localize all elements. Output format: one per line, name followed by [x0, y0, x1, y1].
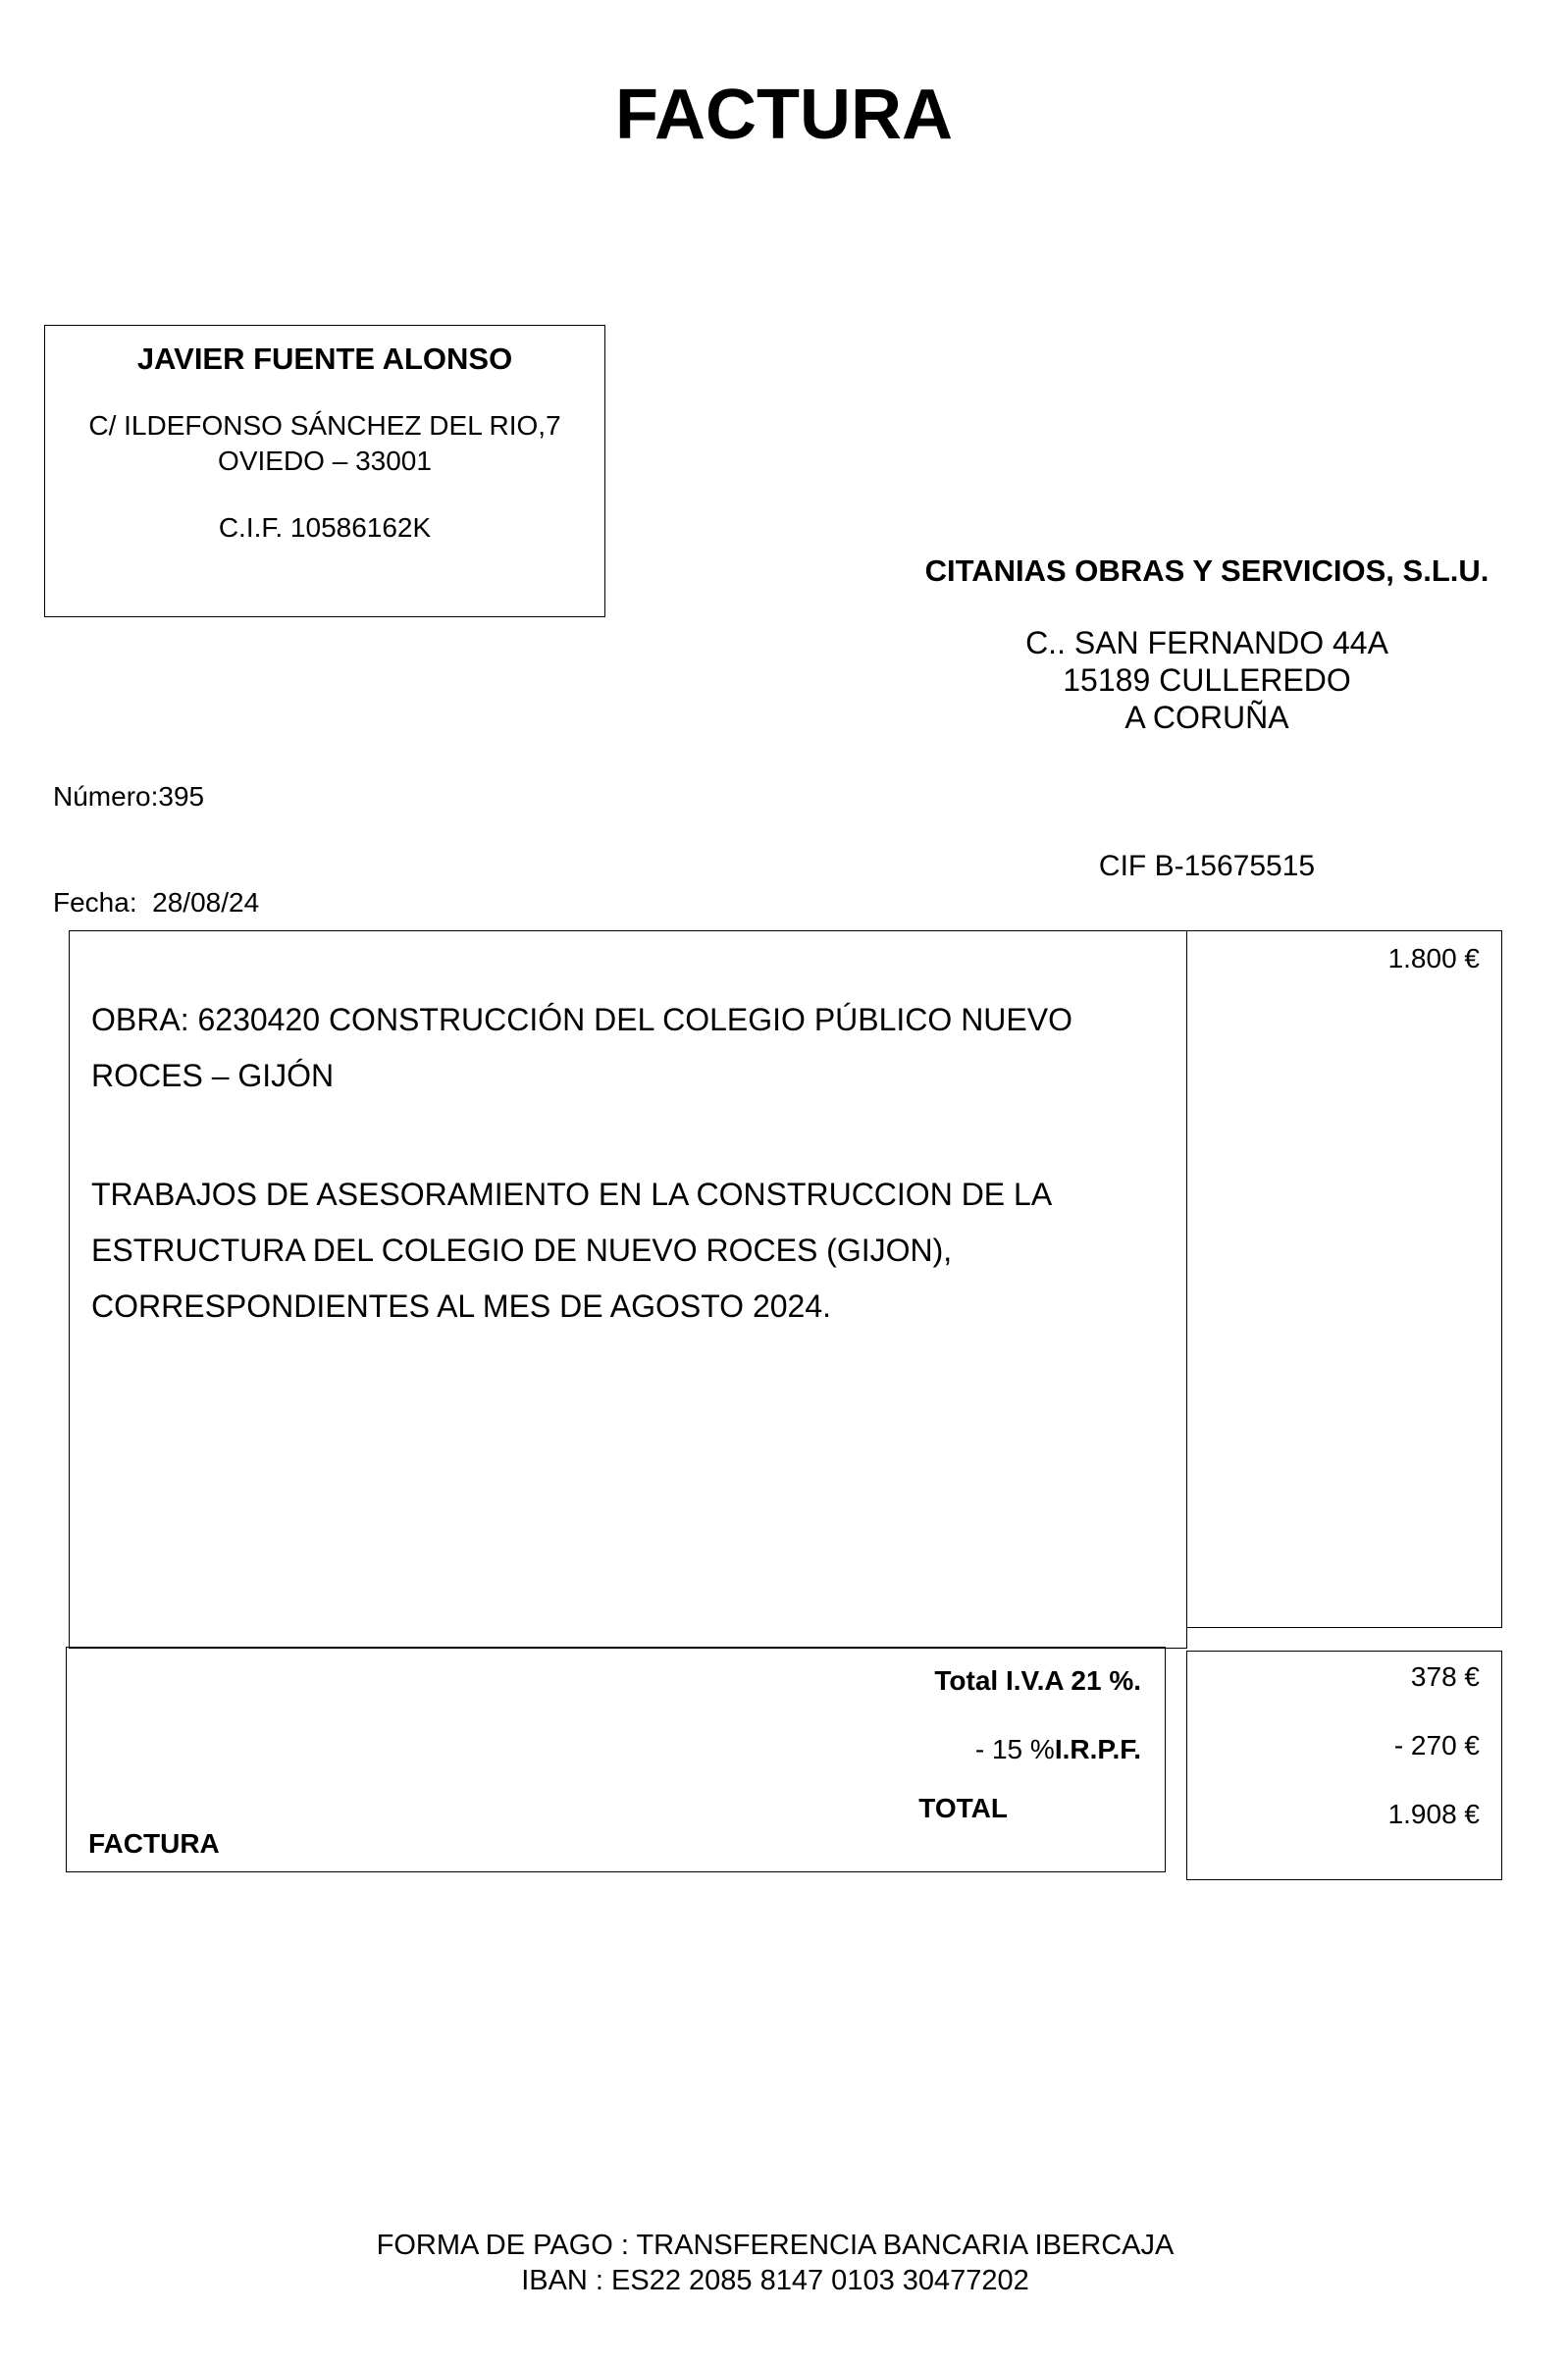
issuer-address — [45, 408, 604, 479]
factura-footer-label: FACTURA — [88, 1828, 220, 1859]
client-name: CITANIAS OBRAS Y SERVICIOS, S.L.U. — [924, 553, 1490, 588]
obra-line2: ROCES – GIJÓN — [91, 1058, 335, 1093]
work-description — [91, 1167, 1157, 1335]
issuer-box — [44, 325, 605, 617]
description-box — [69, 930, 1187, 1649]
client-address-line2: 15189 CULLEREDO — [1063, 662, 1351, 698]
obra-line1: OBRA: 6230420 CONSTRUCCIÓN DEL COLEGIO PÚBLICO NUEVO — [91, 1002, 1072, 1037]
client-address — [863, 624, 1550, 736]
total-amount: 1.908 € — [1387, 1799, 1480, 1829]
amount-box — [1186, 930, 1502, 1628]
client-address-line1: C.. SAN FERNANDO 44A — [1025, 625, 1388, 660]
iva-amount: 378 € — [1410, 1661, 1480, 1692]
client-cif: CIF B-15675515 — [1098, 850, 1316, 882]
invoice-date: Fecha: 28/08/24 — [53, 887, 260, 918]
work-line2: ESTRUCTURA DEL COLEGIO DE NUEVO ROCES (GIJON), — [91, 1233, 953, 1268]
work-line1: TRABAJOS DE ASESORAMIENTO EN LA CONSTRUCCION DE LA — [91, 1177, 1053, 1212]
irpf-amount: - 270 € — [1393, 1730, 1480, 1761]
issuer-name: JAVIER FUENTE ALONSO — [136, 342, 513, 376]
client-address-line3: A CORUÑA — [1124, 700, 1289, 735]
irpf-label-line — [975, 1732, 1141, 1767]
base-amount: 1.800 € — [1387, 943, 1480, 973]
payment-method: FORMA DE PAGO : TRANSFERENCIA BANCARIA IBERCAJA — [376, 2230, 1175, 2261]
irpf-prefix: - 15 % — [974, 1734, 1055, 1764]
obra-description — [91, 992, 1157, 1104]
payment-iban: IBAN : ES22 2085 8147 0103 30477202 — [521, 2265, 1029, 2296]
work-line3: CORRESPONDIENTES AL MES DE AGOSTO 2024. — [91, 1288, 832, 1324]
totals-amounts-box — [1186, 1651, 1502, 1880]
total-label: TOTAL — [918, 1793, 1008, 1823]
irpf-label: I.R.P.F. — [1054, 1734, 1141, 1764]
invoice-number: Número:395 — [53, 781, 205, 812]
issuer-cif: C.I.F. 10586162K — [218, 512, 432, 543]
totals-labels-box — [66, 1647, 1166, 1872]
issuer-address-line2: OVIEDO – 33001 — [218, 446, 432, 476]
iva-label: Total I.V.A 21 %. — [934, 1665, 1141, 1696]
invoice-title: FACTURA — [615, 76, 953, 154]
payment-info — [0, 2228, 1550, 2298]
invoice-meta — [53, 709, 259, 956]
issuer-address-line1: C/ ILDEFONSO SÁNCHEZ DEL RIO,7 — [88, 410, 561, 441]
